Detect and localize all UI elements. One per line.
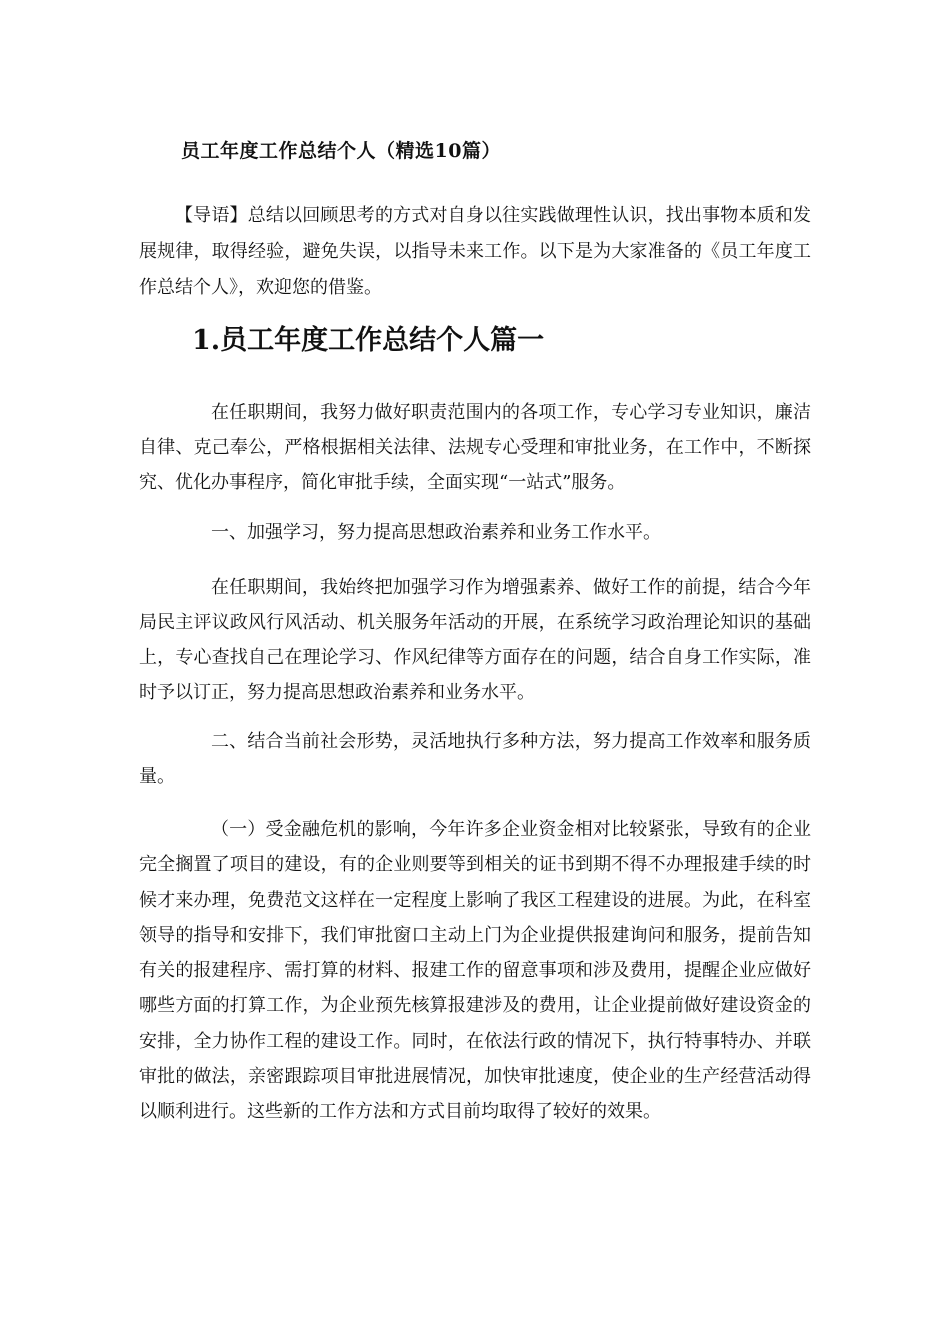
- subsection-heading: 一、加强学习，努力提高思想政治素养和业务工作水平。: [211, 522, 661, 543]
- subsection-heading: 二、结合当前社会形势，灵活地执行多种方法，努力提高工作效率和服务质量。: [139, 731, 811, 787]
- body-paragraph: 在任职期间，我努力做好职责范围内的各项工作，专心学习专业知识，廉洁自律、克己奉公，严格根据相关法律、法规专心受理和审批业务，在工作中，不断探究、优化办事程序，简化审批手续，全面实现“一站式”服务。: [139, 402, 811, 493]
- body-paragraph: （一）受金融危机的影响，今年许多企业资金相对比较紧张，导致有的企业完全搁置了项目的建设，有的企业则要等到相关的证书到期不得不办理报建手续的时候才来办理，免费范文这样在一定程度上影响了我区工程建设的进展。为此，在科室领导的指导和安排下，我们审批窗口主动上门为企业提供报建询问和服务，提前告知有关的报建程序、需打算的材料、报建工作的留意事项和涉及费用，提醒企业应做好哪些方面的打算工作，为企业预先核算报建涉及的费用，让企业提前做好建设资金的安排，全力协作工程的建设工作。同时，在依法行政的情况下，执行特事特办、并联审批的做法，亲密跟踪项目审批进展情况，加快审批速度，使企业的生产经营活动得以顺利进行。这些新的工作方法和方式目前均取得了较好的效果。: [139, 819, 811, 1123]
- body-paragraph: 在任职期间，我始终把加强学习作为增强素养、做好工作的前提，结合今年局民主评议政风行风活动、机关服务年活动的开展，在系统学习政治理论知识的基础上，专心查找自己在理论学习、作风纪律等方面存在的问题，结合自身工作实际，准时予以订正，努力提高思想政治素养和业务水平。: [139, 577, 811, 703]
- section-heading: 1.员工年度工作总结个人篇一: [192, 325, 545, 356]
- document-title: 员工年度工作总结个人（精选10篇）: [181, 140, 501, 162]
- intro-paragraph: 【导语】总结以回顾思考的方式对自身以往实践做理性认识，找出事物本质和发展规律，取得经验，避免失误，以指导未来工作。以下是为大家准备的《员工年度工作总结个人》，欢迎您的借鉴。: [139, 205, 811, 298]
